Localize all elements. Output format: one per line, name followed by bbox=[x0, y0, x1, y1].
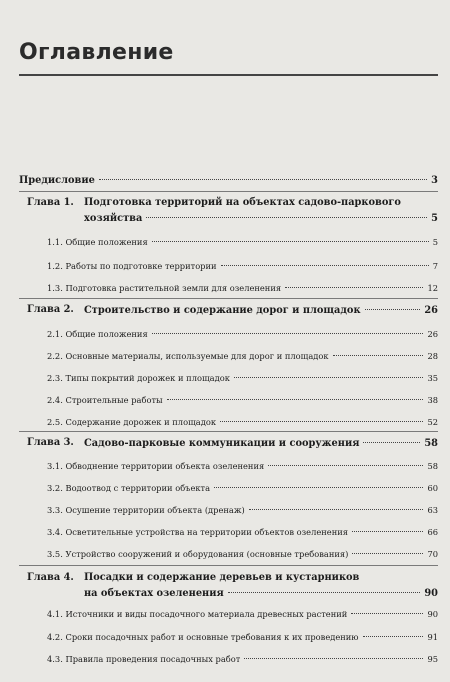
dot-leader bbox=[221, 265, 429, 266]
toc-entry-label: 1.1. Общие положения bbox=[47, 237, 148, 247]
section-divider bbox=[19, 565, 438, 566]
toc-entry-chapter-3[interactable] bbox=[84, 437, 438, 450]
toc-page-number: 90 bbox=[427, 609, 438, 619]
toc-entry-3-2[interactable] bbox=[47, 482, 438, 495]
toc-entry-preface[interactable] bbox=[19, 174, 438, 187]
toc-entry-3-1[interactable] bbox=[47, 460, 438, 473]
dot-leader bbox=[220, 421, 423, 422]
dot-leader bbox=[363, 636, 424, 637]
toc-entry-3-4[interactable] bbox=[47, 526, 438, 539]
toc-page-number: 7 bbox=[432, 261, 438, 271]
toc-entry-label: 4.2. Сроки посадочных работ и основные требования к их проведению bbox=[47, 632, 359, 642]
chapter-3-title: Садово-парковые коммуникации и сооружения bbox=[84, 438, 360, 449]
dot-leader bbox=[249, 509, 424, 510]
dot-leader bbox=[244, 658, 423, 659]
toc-page-number: 12 bbox=[427, 283, 438, 293]
chapter-1-title-line1[interactable]: Подготовка территорий на объектах садово-паркового bbox=[84, 197, 401, 208]
chapter-1-title-line2: хозяйства bbox=[84, 213, 143, 224]
toc-entry-2-3[interactable] bbox=[47, 372, 438, 385]
toc-entry-label: 1.3. Подготовка растительной земли для озеленения bbox=[47, 283, 282, 293]
toc-entry-label: 3.1. Обводнение территории объекта озеленения bbox=[47, 461, 265, 471]
toc-entry-label: 3.2. Водоотвод с территории объекта bbox=[47, 483, 211, 493]
toc-page-number: 3 bbox=[431, 175, 438, 186]
toc-page-number: 26 bbox=[424, 305, 438, 316]
dot-leader bbox=[352, 553, 423, 554]
toc-entry-label: 2.4. Строительные работы bbox=[47, 395, 163, 405]
toc-entry-2-2[interactable] bbox=[47, 350, 438, 363]
title-rule bbox=[19, 74, 438, 76]
chapter-1-number: Глава 1. bbox=[27, 197, 74, 208]
section-divider bbox=[19, 298, 438, 299]
toc-entry-2-5[interactable] bbox=[47, 416, 438, 429]
toc-page-number: 66 bbox=[427, 527, 438, 537]
dot-leader bbox=[146, 217, 427, 218]
toc-page-number: 52 bbox=[427, 417, 438, 427]
toc-page-number: 26 bbox=[427, 329, 438, 339]
toc-entry-label: 2.2. Основные материалы, используемые для дорог и площадок bbox=[47, 351, 329, 361]
page-title: Оглавление bbox=[19, 40, 174, 65]
dot-leader bbox=[268, 465, 423, 466]
section-divider bbox=[19, 191, 438, 192]
chapter-4-number: Глава 4. bbox=[27, 572, 74, 583]
toc-page-number: 58 bbox=[424, 438, 438, 449]
dot-leader bbox=[365, 309, 421, 310]
toc-entry-2-4[interactable] bbox=[47, 394, 438, 407]
toc-entry-label: 3.4. Осветительные устройства на территории объектов озеленения bbox=[47, 527, 348, 537]
dot-leader bbox=[152, 241, 429, 242]
chapter-3-number: Глава 3. bbox=[27, 437, 74, 448]
toc-page-number: 5 bbox=[432, 237, 438, 247]
toc-entry-label: 4.1. Источники и виды посадочного материала древесных растений bbox=[47, 609, 348, 619]
chapter-4-title-line1[interactable]: Посадки и содержание деревьев и кустарников bbox=[84, 572, 360, 583]
toc-entry-label: 2.3. Типы покрытий дорожек и площадок bbox=[47, 373, 230, 383]
toc-entry-label: 3.3. Осушение территории объекта (дренаж) bbox=[47, 505, 245, 515]
dot-leader bbox=[285, 287, 423, 288]
toc-entry-label: 4.3. Правила проведения посадочных работ bbox=[47, 654, 241, 664]
dot-leader bbox=[363, 442, 420, 443]
toc-entry-1-1[interactable] bbox=[47, 236, 438, 249]
toc-entry-label: 2.1. Общие положения bbox=[47, 329, 148, 339]
toc-entry-label: 1.2. Работы по подготовке территории bbox=[47, 261, 217, 271]
toc-entry-4-1[interactable] bbox=[47, 608, 438, 621]
toc-entry-3-3[interactable] bbox=[47, 504, 438, 517]
toc-page-number: 28 bbox=[427, 351, 438, 361]
toc-page-number: 60 bbox=[427, 483, 438, 493]
toc-page-number: 5 bbox=[431, 213, 438, 224]
toc-entry-4-2[interactable] bbox=[47, 631, 438, 644]
dot-leader bbox=[167, 399, 424, 400]
toc-page-number: 90 bbox=[424, 588, 438, 599]
toc-entry-label: 3.5. Устройство сооружений и оборудования (основные требования) bbox=[47, 549, 349, 559]
dot-leader bbox=[99, 179, 427, 180]
toc-page-number: 38 bbox=[427, 395, 438, 405]
toc-entry-2-1[interactable] bbox=[47, 328, 438, 341]
dot-leader bbox=[333, 355, 424, 356]
dot-leader bbox=[351, 613, 423, 614]
toc-page-number: 91 bbox=[427, 632, 438, 642]
toc-entry-label: 2.5. Содержание дорожек и площадок bbox=[47, 417, 217, 427]
dot-leader bbox=[352, 531, 423, 532]
toc-page-number: 70 bbox=[427, 549, 438, 559]
toc-entry-chapter-4[interactable] bbox=[84, 587, 438, 600]
section-divider bbox=[19, 431, 438, 432]
toc-entry-label: Предисловие bbox=[19, 175, 95, 186]
toc-entry-chapter-2[interactable] bbox=[84, 304, 438, 317]
dot-leader bbox=[214, 487, 423, 488]
dot-leader bbox=[234, 377, 424, 378]
chapter-2-number: Глава 2. bbox=[27, 304, 74, 315]
toc-entry-3-5[interactable] bbox=[47, 548, 438, 561]
chapter-2-title: Строительство и содержание дорог и площадок bbox=[84, 305, 361, 316]
toc-page-number: 95 bbox=[427, 654, 438, 664]
toc-entry-chapter-1[interactable] bbox=[84, 212, 438, 225]
toc-entry-1-2[interactable] bbox=[47, 260, 438, 273]
dot-leader bbox=[228, 592, 421, 593]
toc-page-number: 63 bbox=[427, 505, 438, 515]
chapter-4-title-line2: на объектах озеленения bbox=[84, 588, 224, 599]
toc-page-number: 35 bbox=[427, 373, 438, 383]
dot-leader bbox=[152, 333, 424, 334]
toc-page-number: 58 bbox=[427, 461, 438, 471]
toc-entry-4-3[interactable] bbox=[47, 653, 438, 666]
toc-entry-1-3[interactable] bbox=[47, 282, 438, 295]
